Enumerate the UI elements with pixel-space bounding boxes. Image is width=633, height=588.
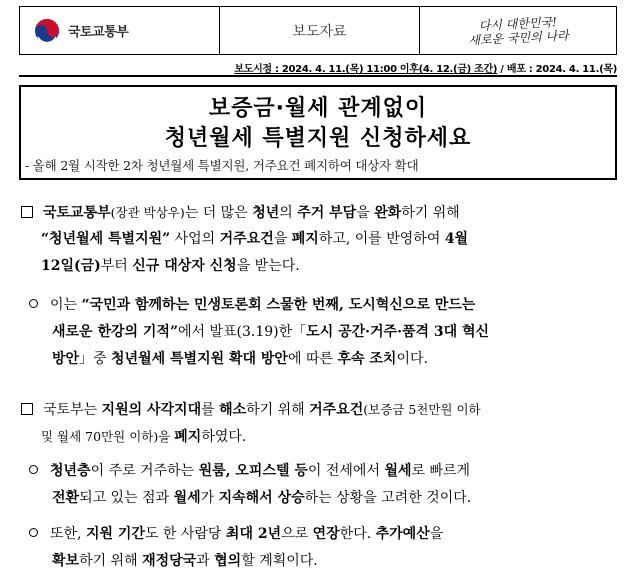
text-run: 국토교통부	[43, 205, 111, 221]
circle-bullet-icon	[29, 299, 38, 308]
text-run: 이 전세에서	[307, 463, 385, 479]
text-run: 완화	[374, 205, 402, 221]
text-run: 이는	[50, 297, 82, 313]
text-run: 연장	[312, 526, 340, 542]
text-run: 도시 공간·거주·품격 3대 혁신	[306, 324, 490, 340]
divider	[19, 75, 617, 77]
text-run: 12일(금)	[41, 258, 101, 274]
text-run: 에 따른	[287, 351, 338, 367]
square-bullet-icon	[21, 403, 33, 415]
text-run: “청년월세 특별지원”	[41, 231, 171, 247]
text-run: 을 받는다.	[236, 258, 300, 274]
text-run: 청년층	[50, 463, 91, 479]
text-run: 전환	[52, 490, 80, 506]
text-run: 또한,	[50, 526, 86, 542]
text-run: 청년	[252, 205, 280, 221]
text-run: 하고, 이를 반영하여	[318, 231, 445, 247]
text-run: 지원의 사각지대	[101, 402, 202, 418]
text-run: 원룸, 오피스텔 등	[198, 463, 308, 479]
text-run: 과	[196, 553, 215, 569]
text-run: 을	[356, 205, 375, 221]
text-run: 하기 위해	[401, 205, 460, 221]
text-run: 추가예산	[375, 526, 430, 542]
headline-line-1: 보증금·월세 관계없이	[208, 96, 428, 121]
p3-line-1	[21, 396, 481, 424]
text-run: “국민과 함께하는 민생토론회 스물한 번째, 도시혁신으로 만드는	[81, 297, 476, 313]
text-run: 도 한 사람당	[144, 526, 226, 542]
text-run: 이다.	[396, 351, 428, 367]
text-run: 월세	[173, 490, 201, 506]
p1-line-3	[41, 253, 300, 280]
circle-bullet-icon	[29, 528, 38, 537]
text-run: 폐지	[174, 429, 202, 445]
text-run: 방안	[52, 351, 80, 367]
text-run: 가	[200, 490, 219, 506]
p5-line-2	[52, 548, 318, 575]
text-run: 의	[279, 205, 298, 221]
text-run: 이 주로 거주하는	[90, 463, 199, 479]
p4-line-2	[52, 485, 471, 512]
text-run: 해소	[219, 402, 247, 418]
doc-type: 보도자료	[220, 7, 420, 54]
ministry-name: 국토교통부	[68, 25, 129, 40]
p1-line-2	[41, 226, 468, 253]
text-run: 에서 발표(3.19)한「	[178, 324, 307, 340]
p1-line-1	[21, 199, 460, 227]
text-run: 거주요건	[309, 402, 364, 418]
text-run: 하는 상황을 고려한 것이다.	[304, 490, 472, 506]
text-run: 하기 위해	[246, 402, 310, 418]
p2-line-2	[52, 319, 489, 346]
ministry-cell	[20, 7, 220, 54]
p3-line-2	[41, 423, 246, 451]
p5-line-1	[29, 521, 443, 548]
text-run: 되고 있는 점과	[79, 490, 174, 506]
slogan-cell	[420, 7, 616, 54]
text-run: 」중	[79, 351, 112, 367]
embargo-time: 보도시점 : 2024. 4. 11.(목) 11:00 이후(4. 12.(금) 조간)	[234, 64, 498, 75]
slogan-logo	[467, 14, 569, 47]
text-run: 으로	[281, 526, 313, 542]
circle-bullet-icon	[29, 465, 38, 474]
headline-line-2: 청년월세 특별지원 신청하세요	[164, 126, 472, 151]
text-run: 을	[273, 231, 292, 247]
text-run: 지원 기간	[85, 526, 145, 542]
text-run: 하였다.	[201, 429, 247, 445]
text-run: 을	[429, 526, 444, 542]
text-run: 로 빠르게	[411, 463, 471, 479]
slogan-line-1: 다시 대한민국!	[478, 14, 558, 33]
text-run: 협의	[214, 553, 242, 569]
text-run: 신규 대상자 신청	[132, 258, 237, 274]
text-run: 폐지	[291, 231, 319, 247]
text-run: 주거 부담	[297, 205, 357, 221]
p2-line-1	[29, 292, 475, 319]
text-run: (보증금 5천만원 이하	[363, 402, 481, 417]
text-run: 거주요건	[219, 231, 274, 247]
subheadline: - 올해 2월 시작한 2차 청년월세 특별지원, 거주요건 폐지하여 대상자 확대	[25, 158, 419, 173]
text-run: 할 계획이다.	[241, 553, 318, 569]
text-run: 월세	[384, 463, 412, 479]
distribution-date: / 배포 : 2024. 4. 11.(목)	[497, 64, 617, 75]
text-run: 를	[201, 402, 220, 418]
text-run: 최대 2년	[225, 526, 282, 542]
text-run: 지속해서 상승	[218, 490, 305, 506]
press-header	[19, 6, 617, 55]
text-run: 및 월세 70만원 이하)을	[41, 429, 175, 444]
square-bullet-icon	[21, 206, 33, 218]
text-run: 청년월세 특별지원 확대 방안	[111, 351, 288, 367]
taegeuk-logo-icon	[34, 18, 60, 44]
text-run: 부터	[100, 258, 133, 274]
text-run: 확보	[52, 553, 80, 569]
p2-line-3	[52, 346, 428, 373]
text-run: 국토부는	[43, 402, 102, 418]
text-run: (장관 박상우)	[110, 205, 185, 220]
text-run: 4월	[444, 231, 469, 247]
text-run: 한다.	[339, 526, 376, 542]
release-info	[234, 60, 617, 75]
text-run: 는 더 많은	[184, 205, 253, 221]
text-run: 새로운 한강의 기적”	[52, 324, 178, 340]
text-run: 재정당국	[142, 553, 197, 569]
text-run: 사업의	[170, 231, 220, 247]
slogan-line-2: 새로운 국민의 나라	[467, 27, 569, 48]
p4-line-1	[29, 458, 470, 485]
text-run: 후속 조치	[337, 351, 397, 367]
title-box	[19, 85, 617, 180]
text-run: 하기 위해	[79, 553, 143, 569]
